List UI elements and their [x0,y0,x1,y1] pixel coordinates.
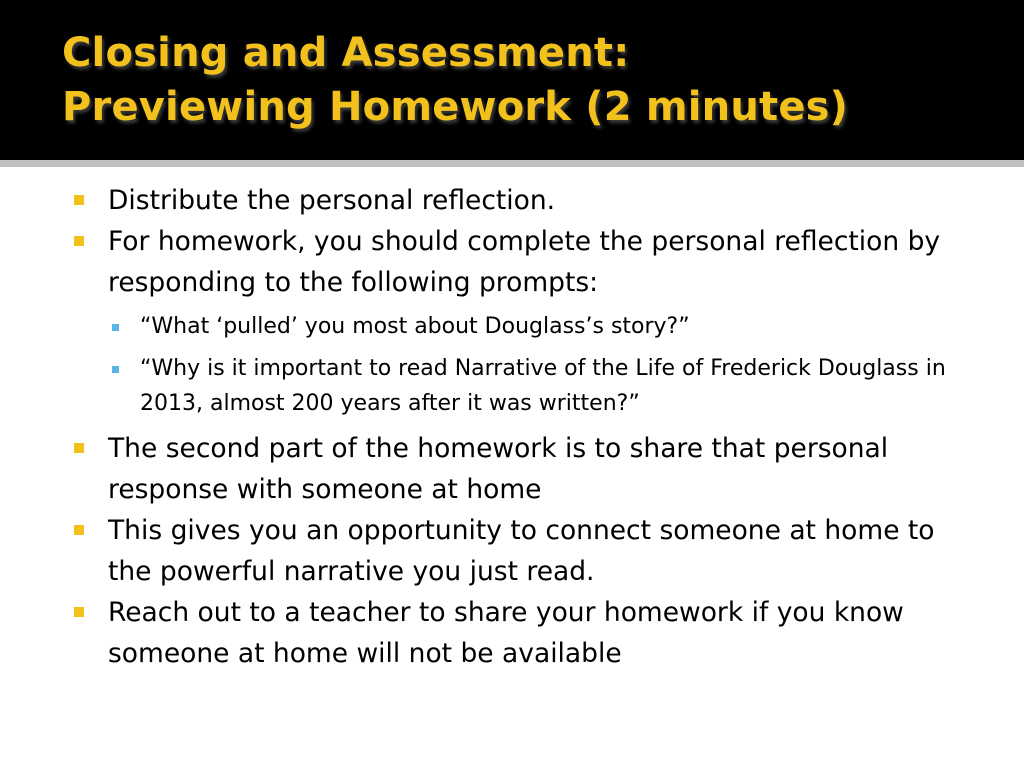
slide-content [72,180,972,674]
bullet-item [72,592,972,674]
square-sub-bullet-icon [112,324,119,331]
bullet-list [72,180,972,674]
title-line-1: Closing and Assessment: [62,30,630,76]
bullet-item [72,428,972,510]
square-sub-bullet-icon [112,366,119,373]
bullet-text: For homework, you should complete the personal reflection by responding to the following prompts: [108,226,941,298]
square-bullet-icon [74,525,84,535]
square-bullet-icon [74,195,84,205]
title-divider [0,160,1024,167]
square-bullet-icon [74,236,84,246]
slide-title [62,26,848,134]
bullet-item [72,221,972,421]
bullet-text: The second part of the homework is to share that personal response with someone at home [108,433,889,505]
title-line-2: Previewing Homework (2 minutes) [62,84,849,130]
sub-bullet-item [72,309,972,344]
square-bullet-icon [74,607,84,617]
bullet-text: Reach out to a teacher to share your homework if you know someone at home will not be available [108,597,904,669]
sub-bullet-text: “What ‘pulled’ you most about Douglass’s story?” [140,314,690,339]
bullet-item [72,510,972,592]
sub-bullet-list [72,309,972,421]
bullet-text: This gives you an opportunity to connect someone at home to the powerful narrative you just read. [108,515,935,587]
sub-bullet-item [72,351,972,421]
bullet-item [72,180,972,221]
sub-bullet-text: “Why is it important to read Narrative of the Life of Frederick Douglass in 2013, almost 200 years after it was written?” [140,356,946,416]
bullet-text: Distribute the personal reflection. [108,185,556,216]
square-bullet-icon [74,443,84,453]
